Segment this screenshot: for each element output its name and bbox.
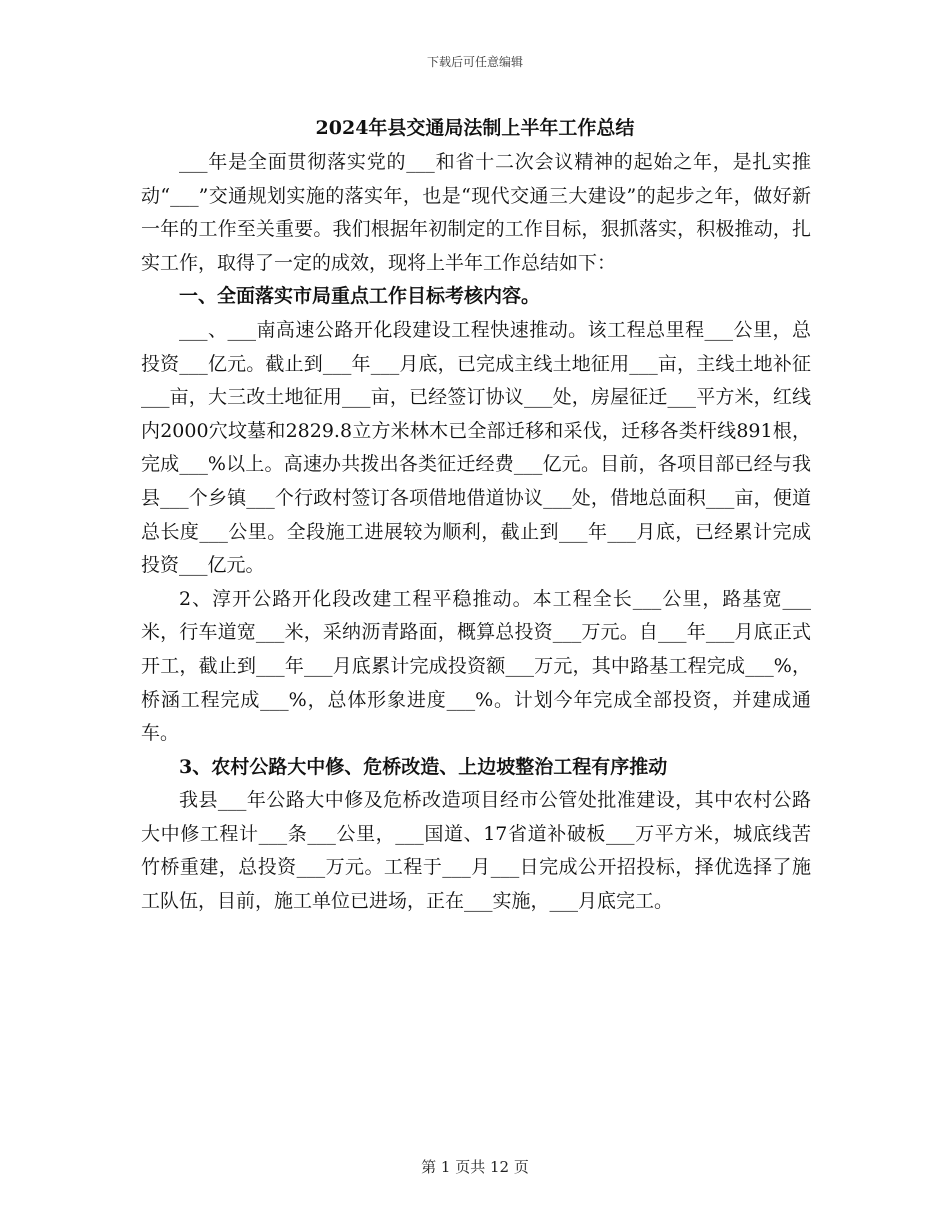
paragraph-intro: ___年是全面贯彻落实党的___和省十二次会议精神的起始之年，是扎实推动“___”交通规划实施的落实年，也是“现代交通三大建设”的起步之年，做好新一年的工作至关重要。我们根据年初制定的工作目标，狠抓落实，积极推动，扎实工作，取得了一定的成效，现将上半年工作总结如下： <box>141 151 811 274</box>
section-heading-3: 3、农村公路大中修、危桥改造、上边坡整治工程有序推动 <box>179 755 668 778</box>
page-number-footer: 第 1 页共 12 页 <box>421 1158 529 1176</box>
paragraph-rural-road: 我县___年公路大中修及危桥改造项目经市公管处批准建设，其中农村公路大中修工程计___条___公里，___国道、17省道补破板___万平方米，城底线苦竹桥重建，总投资___万元。工程于___月___日完成公开招投标，择优选择了施工队伍，目前，施工单位已进场，正在___实施，___月底完工。 <box>141 789 811 913</box>
document-title: 2024年县交通局法制上半年工作总结 <box>315 117 635 139</box>
document-body <box>141 146 811 919</box>
paragraph-highway: ___、___南高速公路开化段建设工程快速推动。该工程总里程___公里，总投资___亿元。截止到___年___月底，已完成主线土地征用___亩，主线土地补征___亩，大三改土地征用___亩，已经签订协议___处，房屋征迁___平方米，红线内2000穴坟墓和2829.8立方米林木已全部迁移和采伐，迁移各类杆线891根，完成___%以上。高速办共拨出各类征迁经费___亿元。目前，各项目部已经与我县___个乡镇___个行政村签订各项借地借道协议___处，借地总面积___亩，便道总长度___公里。全段施工进展较为顺利，截止到___年___月底，已经累计完成投资___亿元。 <box>141 318 811 577</box>
section-heading-1: 一、全面落实市局重点工作目标考核内容。 <box>179 285 541 308</box>
paragraph-chunkai-road: 2、淳开公路开化段改建工程平稳推动。本工程全长___公里，路基宽___米，行车道宽___米，采纳沥青路面，概算总投资___万元。自___年___月底正式开工，截止到___年___月底累计完成投资额___万元，其中路基工程完成___%，桥涵工程完成___%，总体形象进度___%。计划今年完成全部投资，并建成通车。 <box>141 587 811 745</box>
page-header-note: 下载后可任意编辑 <box>426 55 523 69</box>
